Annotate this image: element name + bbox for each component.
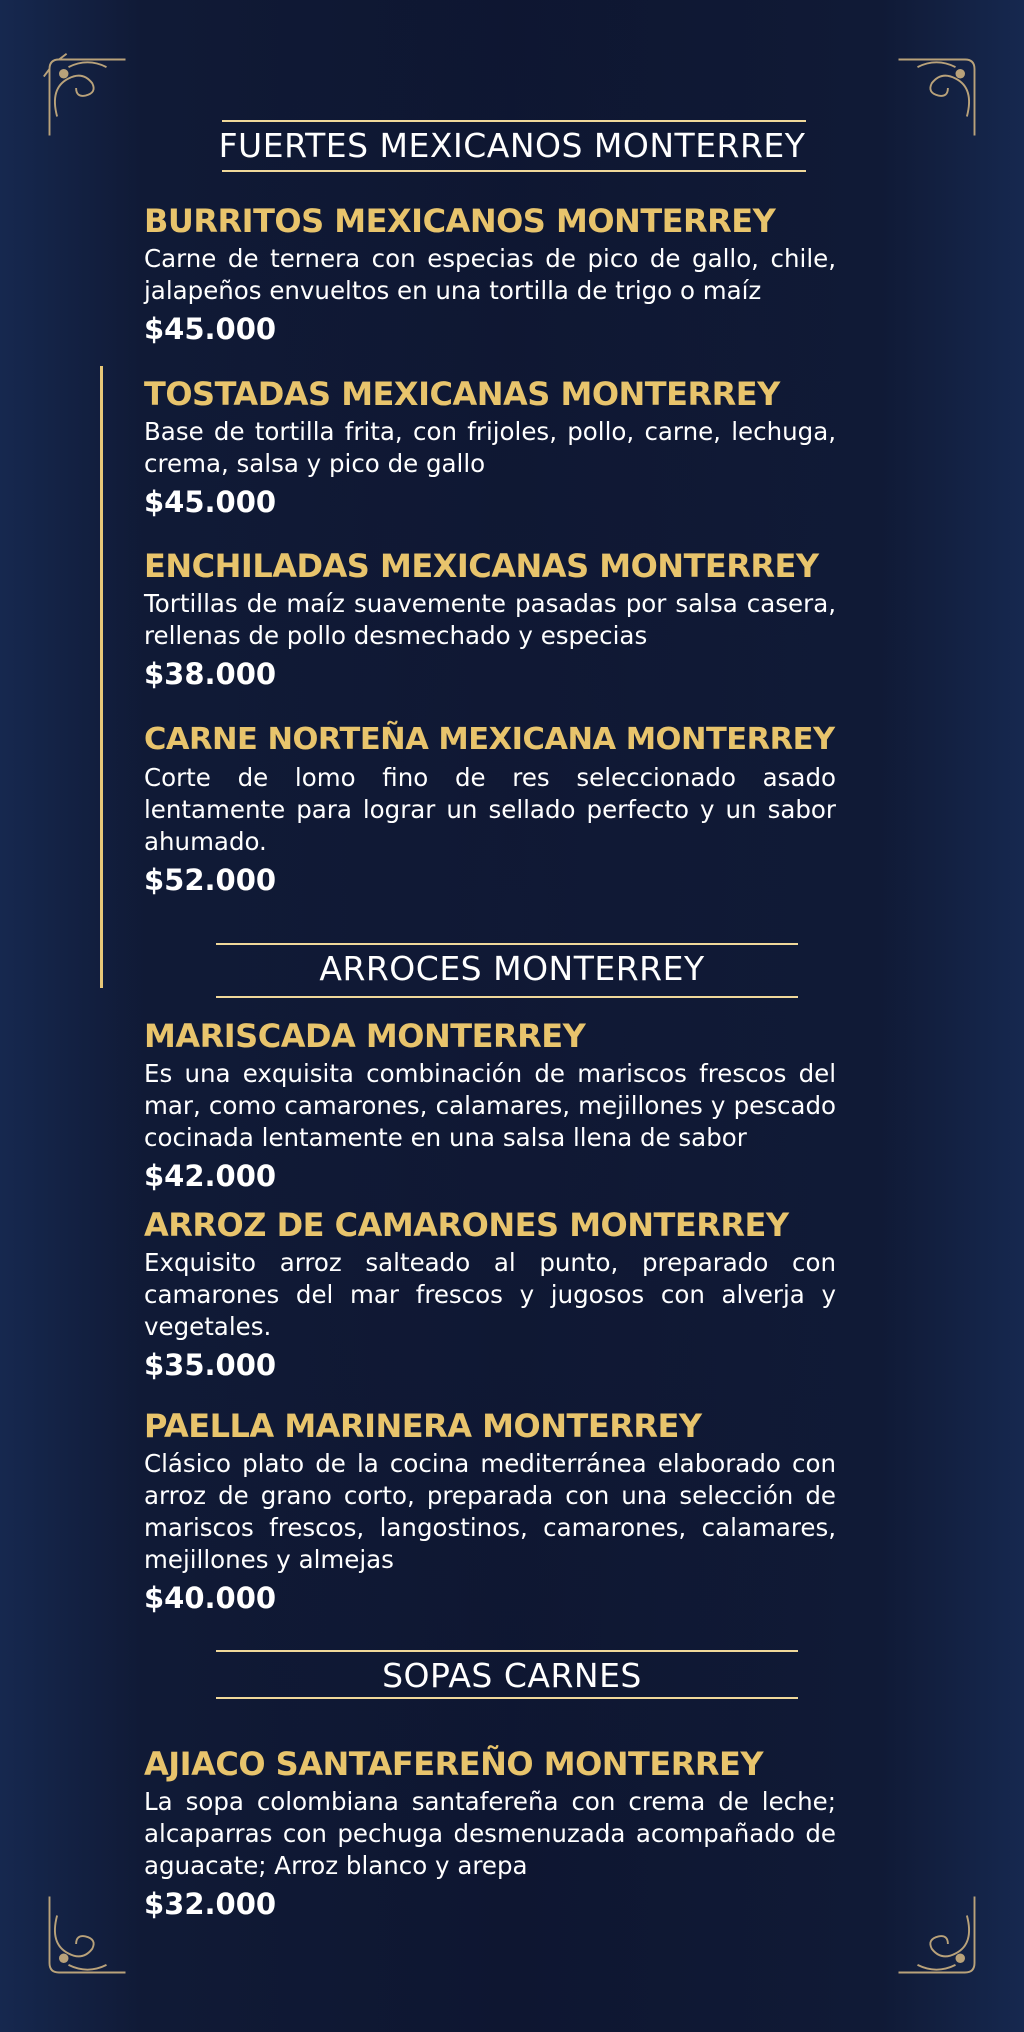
header-rule (216, 996, 798, 998)
section-title: SOPAS CARNES (382, 1656, 642, 1695)
header-rule (216, 1650, 798, 1652)
menu-item (144, 1406, 836, 1616)
item-description: Tortillas de maíz suavemente pasadas por salsa casera, rellenas de pollo desmechado y especias (144, 589, 836, 650)
item-price: $32.000 (144, 1887, 277, 1921)
ornament-corner-icon (889, 1887, 984, 1982)
item-description: Corte de lomo fino de res seleccionado asado lentamente para lograr un sellado perfecto y un sabor ahumado. (144, 763, 836, 856)
menu-item (144, 1205, 836, 1383)
item-name: CARNE NORTEÑA MEXICANA MONTERREY (144, 722, 835, 757)
section-title: ARROCES MONTERREY (319, 949, 705, 988)
gold-vertical-divider (100, 366, 103, 988)
item-price: $40.000 (144, 1581, 277, 1615)
item-description: Base de tortilla frita, con frijoles, pollo, carne, lechuga, crema, salsa y pico de gallo (144, 417, 836, 478)
header-rule (216, 943, 798, 945)
menu-item (144, 201, 836, 347)
item-price: $38.000 (144, 657, 277, 691)
header-rule (216, 1697, 798, 1699)
menu-item (144, 546, 836, 692)
ornament-corner-icon (40, 1887, 135, 1982)
header-rule (222, 120, 806, 122)
menu-item (144, 1744, 836, 1922)
item-description: Exquisito arroz salteado al punto, preparado con camarones del mar frescos y jugosos con alverja y vegetales. (144, 1248, 836, 1341)
item-name: AJIACO SANTAFEREÑO MONTERREY (144, 1745, 764, 1783)
item-description: Clásico plato de la cocina mediterránea elaborado con arroz de grano corto, preparada con una selección de mariscos frescos, langostinos, camarones, calamares, mejillones y almejas (144, 1449, 836, 1574)
item-price: $45.000 (144, 485, 277, 519)
item-description: La sopa colombiana santafereña con crema de leche; alcaparras con pechuga desmenuzada acompañado de aguacate; Arroz blanco y arepa (144, 1787, 836, 1880)
item-description: Carne de ternera con especias de pico de gallo, chile, jalapeños envueltos en una tortilla de trigo o maíz (144, 244, 836, 305)
item-name: MARISCADA MONTERREY (144, 1017, 586, 1055)
item-name: PAELLA MARINERA MONTERREY (144, 1407, 702, 1445)
item-name: ARROZ DE CAMARONES MONTERREY (144, 1206, 789, 1244)
menu-item (144, 1016, 836, 1194)
menu-item (144, 720, 836, 898)
item-name: BURRITOS MEXICANOS MONTERREY (144, 202, 776, 240)
item-price: $42.000 (144, 1159, 277, 1193)
item-description: Es una exquisita combinación de mariscos frescos del mar, como camarones, calamares, mejillones y pescado cocinada lentamente en una salsa llena de sabor (144, 1059, 836, 1152)
item-price: $35.000 (144, 1348, 277, 1382)
item-name: TOSTADAS MEXICANAS MONTERREY (144, 375, 780, 413)
item-name: ENCHILADAS MEXICANAS MONTERREY (144, 547, 819, 585)
section-title: FUERTES MEXICANOS MONTERREY (218, 126, 806, 165)
header-rule (222, 170, 806, 172)
item-price: $52.000 (144, 863, 277, 897)
item-price: $45.000 (144, 312, 277, 346)
menu-item (144, 374, 836, 520)
